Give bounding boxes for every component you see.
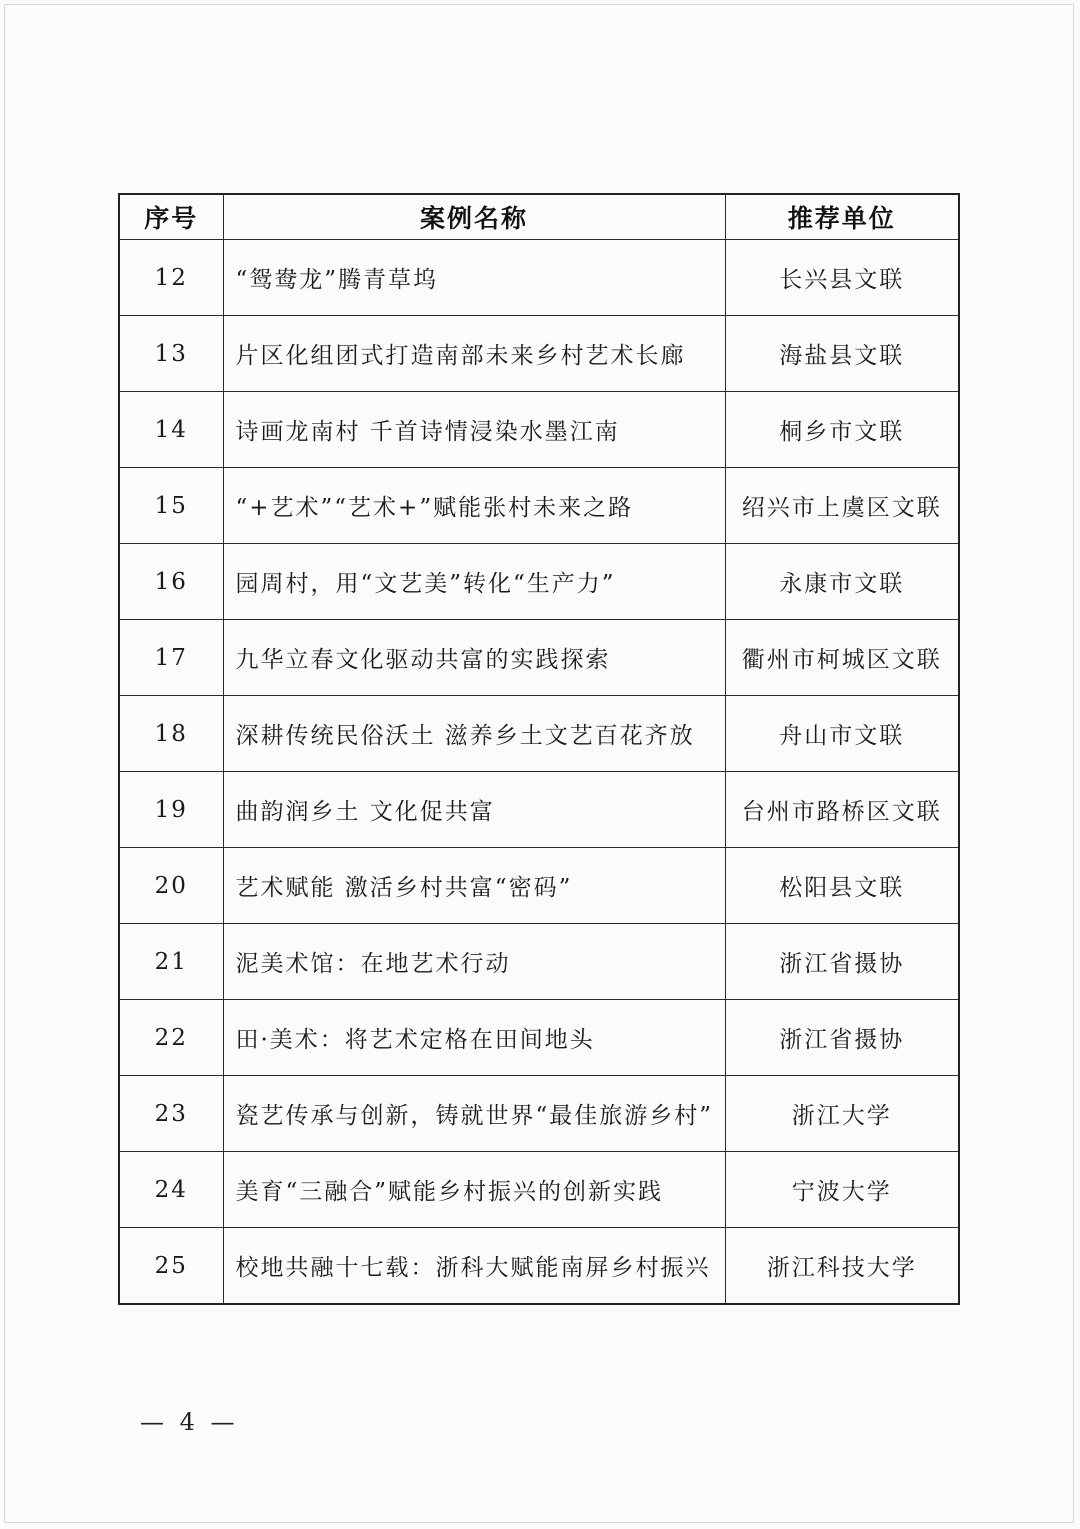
table-row xyxy=(119,468,959,544)
recommending-unit: 长兴县文联 xyxy=(725,240,959,316)
table-row xyxy=(119,772,959,848)
case-table xyxy=(118,193,960,1305)
case-name: 九华立春文化驱动共富的实践探索 xyxy=(223,620,725,696)
row-number: 25 xyxy=(119,1228,223,1305)
table-row xyxy=(119,1000,959,1076)
row-number: 24 xyxy=(119,1152,223,1228)
header-case-name: 案例名称 xyxy=(223,194,725,240)
recommending-unit: 舟山市文联 xyxy=(725,696,959,772)
case-name: 曲韵润乡土 文化促共富 xyxy=(223,772,725,848)
recommending-unit: 衢州市柯城区文联 xyxy=(725,620,959,696)
case-name: 校地共融十七载：浙科大赋能南屏乡村振兴 xyxy=(223,1228,725,1305)
case-name: 泥美术馆：在地艺术行动 xyxy=(223,924,725,1000)
table-row xyxy=(119,1152,959,1228)
table-row xyxy=(119,392,959,468)
recommending-unit: 桐乡市文联 xyxy=(725,392,959,468)
case-name: 深耕传统民俗沃土 滋养乡土文艺百花齐放 xyxy=(223,696,725,772)
row-number: 21 xyxy=(119,924,223,1000)
case-name: 诗画龙南村 千首诗情浸染水墨江南 xyxy=(223,392,725,468)
row-number: 15 xyxy=(119,468,223,544)
recommending-unit: 海盐县文联 xyxy=(725,316,959,392)
row-number: 19 xyxy=(119,772,223,848)
case-name: 瓷艺传承与创新，铸就世界“最佳旅游乡村” xyxy=(223,1076,725,1152)
table-row xyxy=(119,316,959,392)
row-number: 12 xyxy=(119,240,223,316)
recommending-unit: 浙江科技大学 xyxy=(725,1228,959,1305)
case-name: 美育“三融合”赋能乡村振兴的创新实践 xyxy=(223,1152,725,1228)
row-number: 22 xyxy=(119,1000,223,1076)
table-row xyxy=(119,1228,959,1305)
table-row xyxy=(119,1076,959,1152)
row-number: 18 xyxy=(119,696,223,772)
recommending-unit: 台州市路桥区文联 xyxy=(725,772,959,848)
row-number: 13 xyxy=(119,316,223,392)
header-serial-number: 序号 xyxy=(119,194,223,240)
recommending-unit: 浙江大学 xyxy=(725,1076,959,1152)
recommending-unit: 绍兴市上虞区文联 xyxy=(725,468,959,544)
table-row xyxy=(119,924,959,1000)
table-row xyxy=(119,848,959,924)
row-number: 23 xyxy=(119,1076,223,1152)
recommending-unit: 宁波大学 xyxy=(725,1152,959,1228)
row-number: 16 xyxy=(119,544,223,620)
row-number: 17 xyxy=(119,620,223,696)
table-row xyxy=(119,696,959,772)
recommending-unit: 永康市文联 xyxy=(725,544,959,620)
table-row xyxy=(119,240,959,316)
case-name: 田·美术：将艺术定格在田间地头 xyxy=(223,1000,725,1076)
table-row xyxy=(119,544,959,620)
case-name: “+艺术”“艺术+”赋能张村未来之路 xyxy=(223,468,725,544)
case-name: “鸳鸯龙”腾青草坞 xyxy=(223,240,725,316)
row-number: 20 xyxy=(119,848,223,924)
case-name: 园周村，用“文艺美”转化“生产力” xyxy=(223,544,725,620)
page-number: — 4 — xyxy=(140,1408,239,1436)
recommending-unit: 松阳县文联 xyxy=(725,848,959,924)
header-recommending-unit: 推荐单位 xyxy=(725,194,959,240)
case-name: 片区化组团式打造南部未来乡村艺术长廊 xyxy=(223,316,725,392)
row-number: 14 xyxy=(119,392,223,468)
table-row xyxy=(119,620,959,696)
case-name: 艺术赋能 激活乡村共富“密码” xyxy=(223,848,725,924)
table-header-row xyxy=(119,194,959,240)
recommending-unit: 浙江省摄协 xyxy=(725,924,959,1000)
recommending-unit: 浙江省摄协 xyxy=(725,1000,959,1076)
